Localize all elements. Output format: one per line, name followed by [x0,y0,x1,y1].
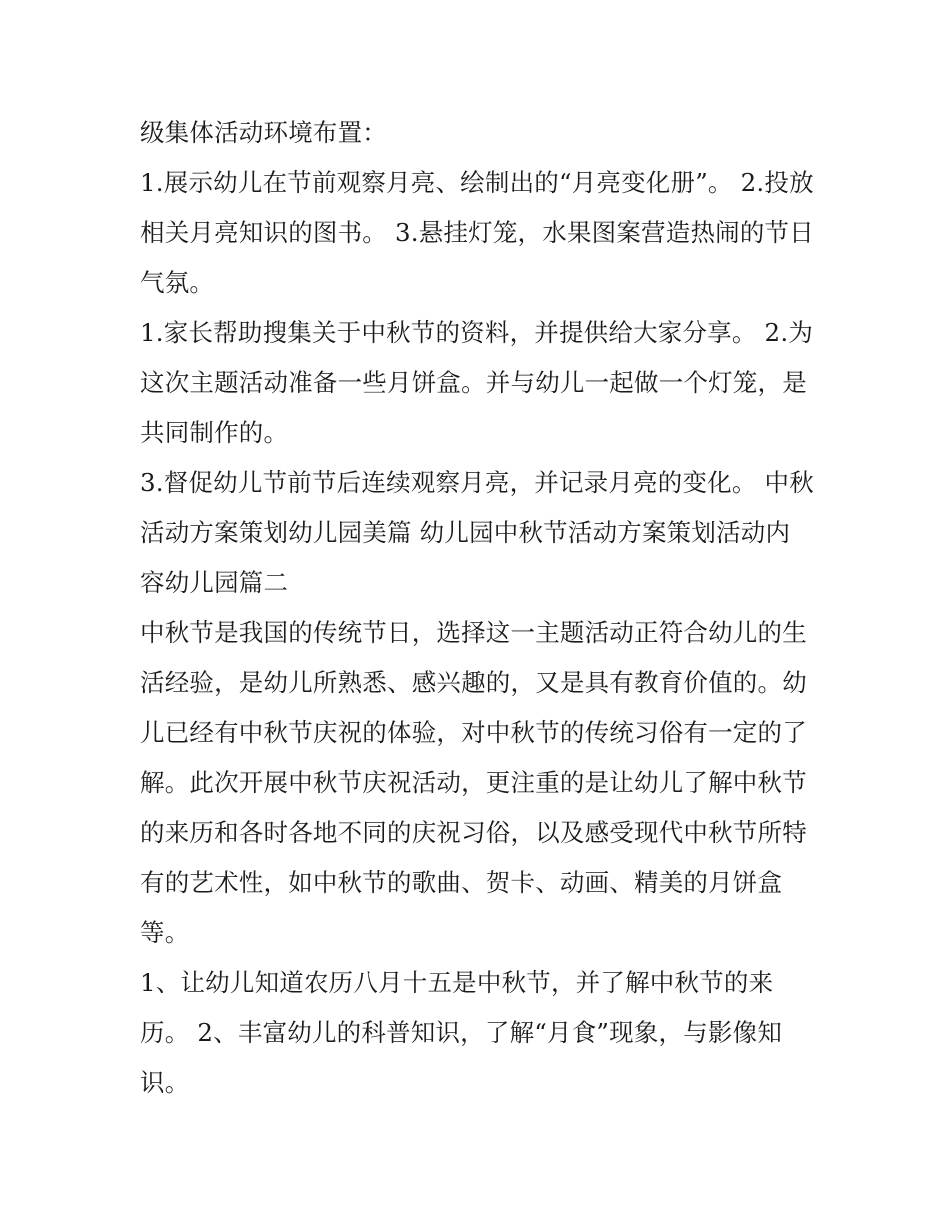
text-line: 1.展示幼儿在节前观察月亮、绘制出的“月亮变化册”。 2.投放 [140,168,814,197]
text-line: 历。 2、丰富幼儿的科普知识，了解“月食”现象，与影像知 [140,1018,783,1047]
text-line: 活经验，是幼儿所熟悉、感兴趣的，又是具有教育价值的。幼 [140,668,807,697]
document-body [140,108,820,1108]
text-line: 1、让幼儿知道农历八月十五是中秋节，并了解中秋节的来 [140,968,774,997]
text-line: 等。 [140,918,190,947]
text-line: 共同制作的。 [140,418,289,447]
text-line: 相关月亮知识的图书。 3.悬挂灯笼，水果图案营造热闹的节日 [140,218,814,247]
text-line: 解。此次开展中秋节庆祝活动，更注重的是让幼儿了解中秋节 [140,768,807,797]
text-line: 儿已经有中秋节庆祝的体验，对中秋节的传统习俗有一定的了 [140,718,807,747]
text-line: 气氛。 [140,268,215,297]
text-line: 3.督促幼儿节前节后连续观察月亮，并记录月亮的变化。 中秋 [140,468,814,497]
text-line: 这次主题活动准备一些月饼盒。并与幼儿一起做一个灯笼，是 [140,368,807,397]
text-line: 中秋节是我国的传统节日，选择这一主题活动正符合幼儿的生 [140,618,807,647]
text-line: 活动方案策划幼儿园美篇 幼儿园中秋节活动方案策划活动内 [140,518,791,547]
text-line: 容幼儿园篇二 [140,568,289,597]
text-line: 级集体活动环境布置： [140,118,387,147]
text-line: 识。 [140,1068,190,1097]
text-line: 1.家长帮助搜集关于中秋节的资料，并提供给大家分享。 2.为 [140,318,814,347]
text-line: 有的艺术性，如中秋节的歌曲、贺卡、动画、精美的月饼盒 [140,868,783,897]
text-line: 的来历和各时各地不同的庆祝习俗，以及感受现代中秋节所特 [140,818,807,847]
